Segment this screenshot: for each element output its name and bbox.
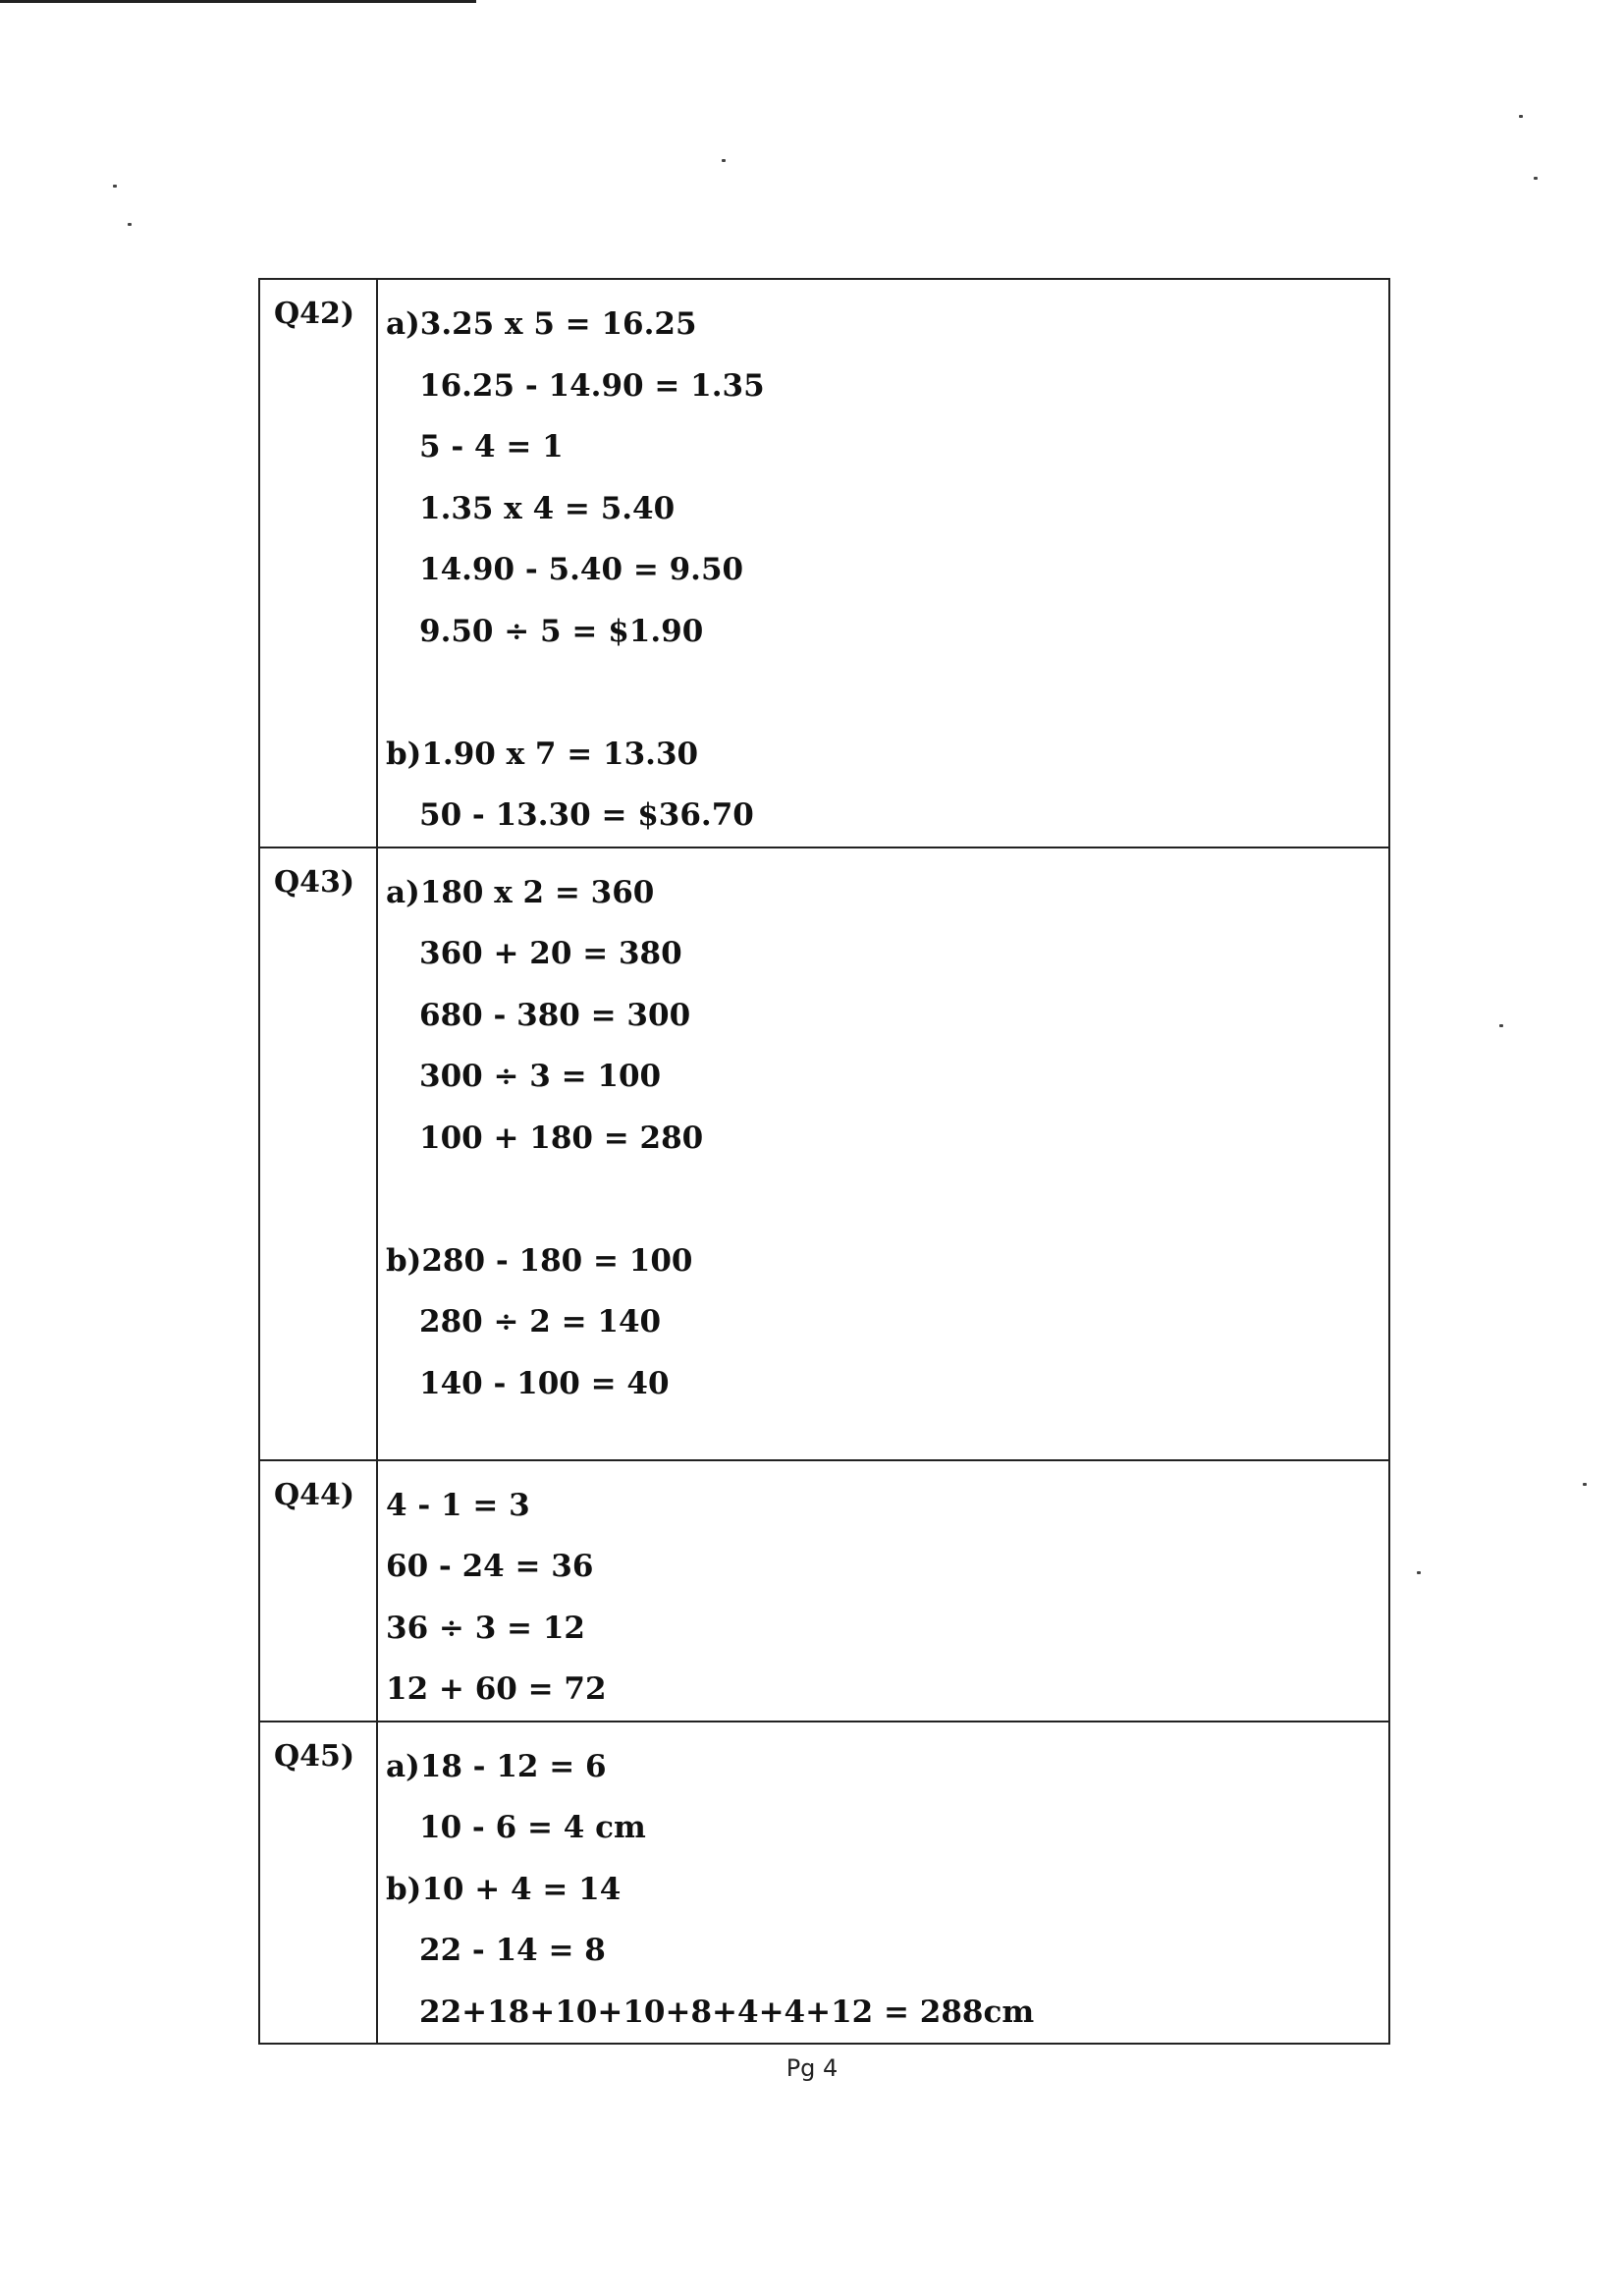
working-line: b)1.90 x 7 = 13.30	[386, 736, 699, 772]
working-line: 14.90 - 5.40 = 9.50	[419, 552, 744, 587]
working-lines	[378, 848, 1388, 1415]
working-lines	[378, 1461, 1388, 1721]
scan-speck	[113, 185, 117, 188]
scan-speck	[1499, 1024, 1503, 1027]
working-cell	[377, 1460, 1389, 1722]
working-lines	[378, 280, 1388, 847]
working-line: b)280 - 180 = 100	[386, 1242, 693, 1279]
working-line-blank	[386, 1169, 1388, 1230]
working-line: 16.25 - 14.90 = 1.35	[419, 367, 765, 404]
question-row-q45	[259, 1722, 1389, 2045]
working-line: a)3.25 x 5 = 16.25	[386, 306, 697, 342]
working-line: 140 - 100 = 40	[419, 1365, 670, 1401]
question-label: Q43)	[274, 864, 355, 900]
working-line: 10 - 6 = 4 cm	[419, 1810, 646, 1845]
scan-speck	[1519, 115, 1523, 118]
working-line: a)18 - 12 = 6	[386, 1748, 607, 1784]
scan-speck	[1417, 1571, 1421, 1574]
question-row-q43	[259, 847, 1389, 1460]
working-cell	[377, 279, 1389, 847]
working-line: 300 ÷ 3 = 100	[419, 1059, 662, 1094]
question-label: Q42)	[274, 297, 355, 331]
question-row-q44	[259, 1460, 1389, 1722]
scan-speck	[722, 159, 726, 162]
question-label-cell	[259, 847, 377, 1460]
working-line: 22+18+10+10+8+4+4+12 = 288cm	[419, 1994, 1035, 2030]
working-line: 22 - 14 = 8	[419, 1933, 606, 1968]
question-label-cell	[259, 1460, 377, 1722]
working-line: 50 - 13.30 = $36.70	[419, 797, 754, 833]
working-line: 36 ÷ 3 = 12	[386, 1610, 585, 1646]
question-label: Q45)	[274, 1738, 355, 1774]
working-line-blank	[386, 662, 1388, 724]
question-label-cell	[259, 279, 377, 847]
working-line: 680 - 380 = 300	[419, 997, 691, 1033]
working-lines	[378, 1722, 1388, 2044]
working-line: 280 ÷ 2 = 140	[419, 1304, 662, 1339]
question-label-cell	[259, 1722, 377, 2045]
working-cell	[377, 847, 1389, 1460]
working-line: 60 - 24 = 36	[386, 1549, 594, 1584]
scan-speck	[128, 223, 132, 226]
working-line: b)10 + 4 = 14	[386, 1871, 622, 1907]
working-line: 4 - 1 = 3	[386, 1487, 530, 1523]
scan-speck	[1583, 1483, 1587, 1486]
working-line: 12 + 60 = 72	[386, 1671, 607, 1707]
answer-table	[258, 278, 1390, 2045]
working-line: 1.35 x 4 = 5.40	[419, 490, 676, 526]
working-line: 360 + 20 = 380	[419, 936, 682, 971]
working-line: 100 + 180 = 280	[419, 1120, 704, 1156]
question-label: Q44)	[274, 1477, 355, 1512]
working-line: a)180 x 2 = 360	[386, 874, 655, 910]
working-cell	[377, 1722, 1389, 2045]
working-line: 9.50 ÷ 5 = $1.90	[419, 613, 704, 649]
scan-speck	[1534, 177, 1538, 180]
working-line: 5 - 4 = 1	[419, 429, 564, 465]
page-number: Pg 4	[785, 2054, 839, 2082]
question-row-q42	[259, 279, 1389, 847]
top-edge-rule	[0, 0, 476, 3]
